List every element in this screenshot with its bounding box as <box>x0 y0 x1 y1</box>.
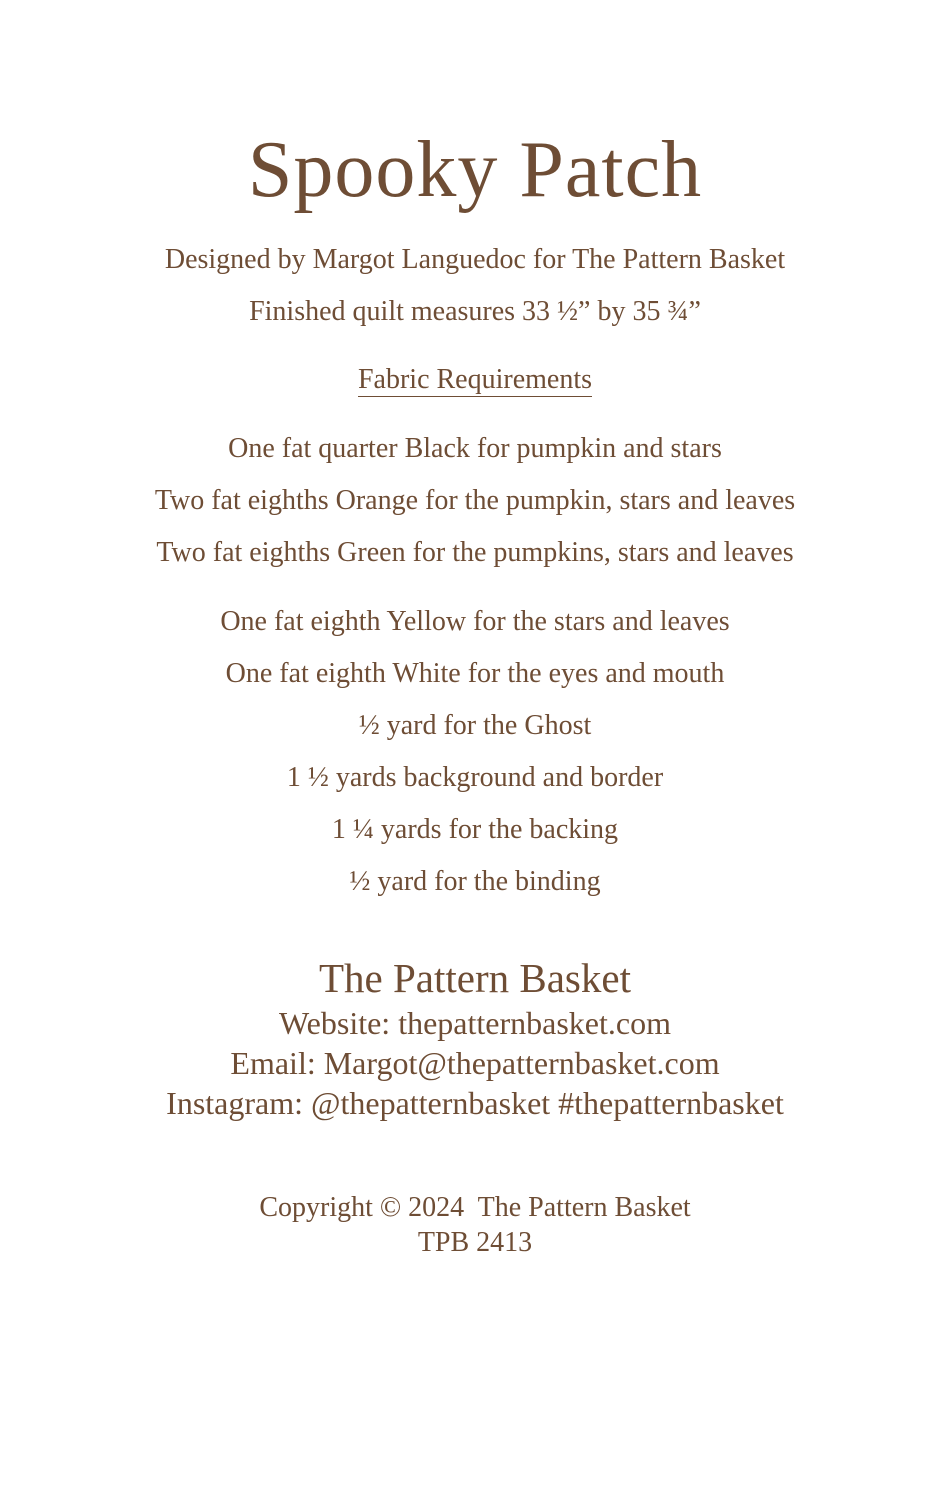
fabric-requirements-heading <box>0 366 950 394</box>
requirement-item: Two fat eighths Orange for the pumpkin, stars and leaves <box>154 485 796 516</box>
fabric-requirements-heading-text: Fabric Requirements <box>357 364 593 395</box>
copyright-notice: Copyright © 2024 The Pattern Basket <box>259 1192 691 1223</box>
page-title: Spooky Patch <box>247 126 703 214</box>
website-link[interactable]: Website: thepatternbasket.com <box>279 1005 671 1041</box>
brand-name: The Pattern Basket <box>319 955 631 1001</box>
designer-credit: Designed by Margot Languedoc for The Pattern Basket <box>164 244 786 275</box>
requirement-item: One fat eighth White for the eyes and mouth <box>225 658 725 689</box>
requirement-item: ½ yard for the Ghost <box>358 710 592 741</box>
requirement-item: One fat quarter Black for pumpkin and stars <box>228 433 722 464</box>
requirement-item: One fat eighth Yellow for the stars and leaves <box>220 606 730 637</box>
requirement-item: Two fat eighths Green for the pumpkins, stars and leaves <box>156 537 794 568</box>
email-link[interactable]: Email: Margot@thepatternbasket.com <box>230 1045 720 1081</box>
requirement-item: 1 ¼ yards for the backing <box>331 814 619 845</box>
pattern-code: TPB 2413 <box>417 1227 533 1258</box>
requirement-item: ½ yard for the binding <box>349 866 601 897</box>
instagram-handle[interactable]: Instagram: @thepatternbasket #thepatternbasket <box>166 1085 784 1121</box>
finished-size: Finished quilt measures 33 ½” by 35 ¾” <box>249 296 701 327</box>
requirement-item: 1 ½ yards background and border <box>286 762 664 793</box>
